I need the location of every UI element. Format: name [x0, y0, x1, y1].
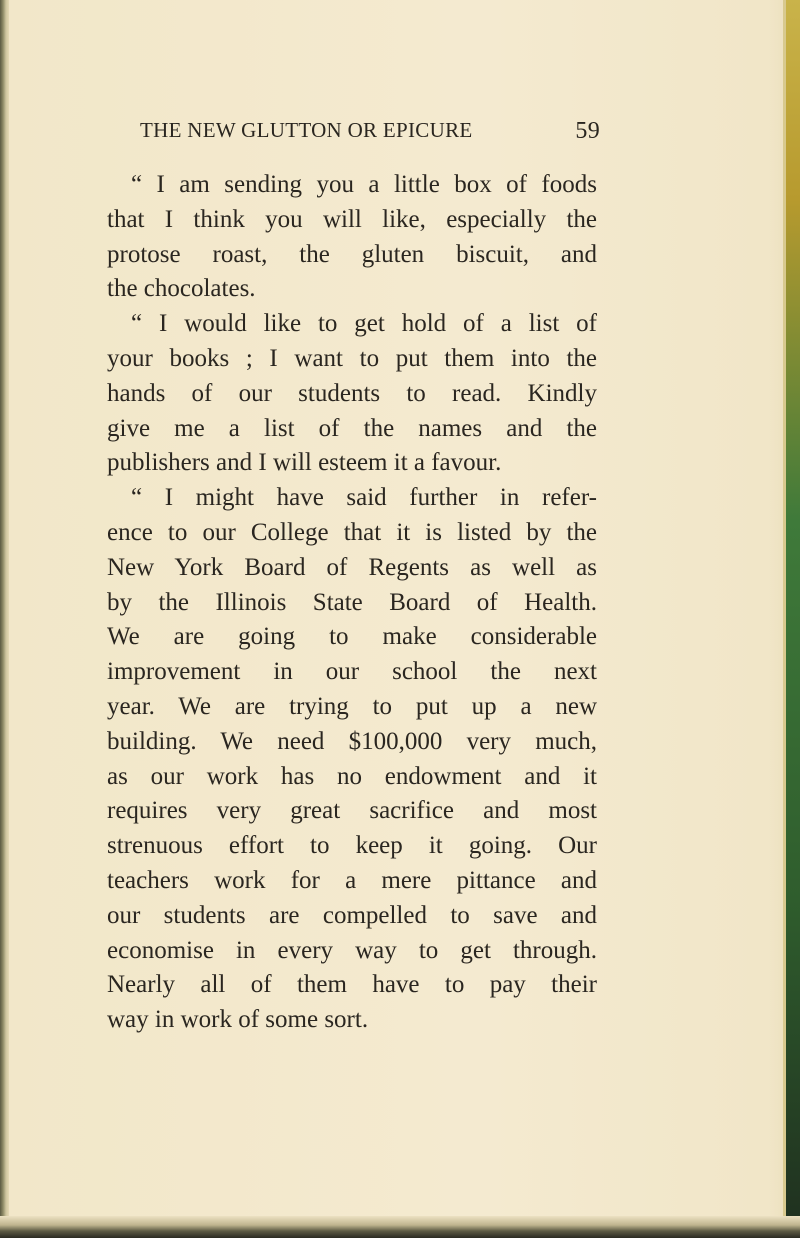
text-line: economise in every way to get through.	[107, 936, 597, 964]
page-number: 59	[575, 118, 600, 144]
text-line: hands of our students to read. Kindly	[107, 379, 597, 407]
page-bottom-edge	[0, 1216, 800, 1238]
text-line: ence to our College that it is listed by the	[107, 518, 597, 546]
text-line: as our work has no endowment and it	[107, 762, 597, 790]
text-line: year. We are trying to put up a new	[107, 692, 597, 720]
text-line: that I think you will like, especially the	[107, 205, 597, 233]
text-line: our students are compelled to save and	[107, 901, 597, 929]
text-line: protose roast, the gluten biscuit, and	[107, 240, 597, 268]
text-line: teachers work for a mere pittance and	[107, 866, 597, 894]
text-line: Nearly all of them have to pay their	[107, 971, 597, 999]
text-line: your books ; I want to put them into the	[107, 344, 597, 372]
text-line: by the Illinois State Board of Health.	[107, 588, 597, 616]
running-title: THE NEW GLUTTON OR EPICURE	[140, 118, 473, 142]
text-line: building. We need $100,000 very much,	[107, 727, 597, 755]
text-line: We are going to make considerable	[107, 623, 597, 651]
text-line: “ I might have said further in refer-	[131, 484, 597, 512]
text-line: publishers and I will esteem it a favour.	[107, 449, 502, 477]
text-line: New York Board of Regents as well as	[107, 553, 597, 581]
text-line: the chocolates.	[107, 275, 256, 303]
text-line: strenuous effort to keep it going. Our	[107, 832, 597, 860]
text-line: “ I am sending you a little box of foods	[131, 171, 597, 198]
text-line: “ I would like to get hold of a list of	[131, 310, 597, 338]
body-text	[107, 168, 597, 1038]
text-line: improvement in our school the next	[107, 658, 597, 686]
running-head	[140, 118, 600, 150]
text-line: way in work of some sort.	[107, 1006, 369, 1034]
text-line: requires very great sacrifice and most	[107, 797, 597, 825]
book-cover-edge	[786, 0, 800, 1238]
page-left-edge	[0, 0, 9, 1238]
text-line: give me a list of the names and the	[107, 414, 597, 442]
